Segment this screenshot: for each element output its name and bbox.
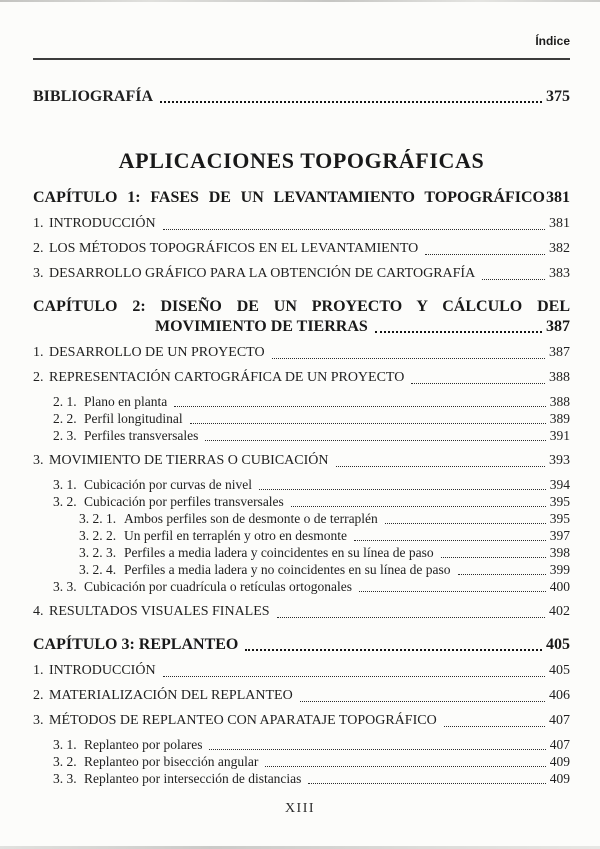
toc-item (33, 687, 570, 705)
toc-page-number: 381 (546, 189, 570, 206)
dot-leader (160, 101, 542, 103)
toc-entry-label: Perfil longitudinal (84, 411, 183, 426)
toc-sub (53, 427, 570, 444)
toc-entry-label: REPRESENTACIÓN CARTOGRÁFICA DE UN PROYECTO (49, 370, 405, 385)
toc-entry-label: MATERIALIZACIÓN DEL REPLANTEO (49, 688, 293, 703)
section-title (33, 148, 570, 174)
toc-entry-label: LOS MÉTODOS TOPOGRÁFICOS EN EL LEVANTAMIENTO (49, 241, 419, 256)
page-number-footer: XIII (284, 801, 316, 816)
toc-entry-number: 1. (33, 345, 44, 360)
toc-entry-number: 3. 1. (53, 477, 77, 492)
toc-subsub (79, 561, 570, 578)
table-of-contents (33, 87, 570, 787)
toc-page-number: 405 (546, 636, 570, 653)
toc-entry-number: 3. 2. (53, 494, 77, 509)
chapter-title-line1-text: CAPÍTULO 2: DISEÑO DE UN PROYECTO Y CÁLCULO DEL (33, 298, 570, 315)
dot-leader (359, 591, 546, 592)
toc-chapter-heading (33, 188, 570, 208)
toc-page-number: 409 (549, 771, 570, 786)
toc-entry-number: 3. 2. (53, 754, 77, 769)
dot-leader (259, 489, 546, 490)
toc-page-number: 407 (549, 737, 570, 752)
toc-page-number: 388 (549, 394, 570, 409)
toc-item (33, 265, 570, 283)
dot-leader (245, 649, 542, 651)
toc-entry-number: 2. 3. (53, 428, 77, 443)
toc-entry-number: 3. 3. (53, 579, 77, 594)
toc-sub (53, 770, 570, 787)
toc-entry-label: Un perfil en terraplén y otro en desmonte (124, 528, 348, 543)
toc-page-number: 387 (549, 345, 570, 360)
dot-leader (190, 423, 546, 424)
toc-entry-label: Plano en planta (84, 394, 168, 409)
toc-item (33, 662, 570, 680)
toc-page-number: 397 (549, 528, 570, 543)
dot-leader (385, 523, 546, 524)
toc-item (33, 240, 570, 258)
dot-leader (425, 254, 545, 255)
toc-bibliography-entry (33, 87, 570, 107)
toc-page-number: 389 (549, 411, 570, 426)
toc-page-number: 391 (549, 428, 570, 443)
toc-entry-number: 3. (33, 453, 44, 468)
toc-entry-number: 3. 2. 1. (79, 511, 117, 526)
toc-page-number: 402 (549, 604, 570, 619)
toc-entry-number: 2. (33, 241, 44, 256)
dot-leader (411, 383, 545, 384)
toc-entry-number: 3. (33, 713, 44, 728)
toc-entry-number: 3. 1. (53, 737, 77, 752)
dot-leader (277, 617, 545, 618)
dot-leader (354, 540, 546, 541)
toc-entry-label: RESULTADOS VISUALES FINALES (49, 604, 270, 619)
toc-entry-number: 2. 1. (53, 394, 77, 409)
toc-page-number: 400 (549, 579, 570, 594)
toc-page-number: 383 (549, 266, 570, 281)
toc-page-number: 399 (549, 562, 570, 577)
toc-item (33, 603, 570, 621)
toc-item (33, 712, 570, 730)
toc-entry-label: Cubicación por cuadrícula o retículas ortogonales (84, 579, 353, 594)
toc-entry-label: INTRODUCCIÓN (49, 216, 156, 231)
toc-sub (53, 753, 570, 770)
page-header (33, 0, 570, 48)
toc-page-number: 382 (549, 241, 570, 256)
chapter-title: CAPÍTULO 3: REPLANTEO (33, 636, 239, 653)
toc-sub (53, 476, 570, 493)
toc-entry-number: 2. (33, 370, 44, 385)
toc-sub (53, 736, 570, 753)
toc-entry-label: Perfiles transversales (84, 428, 199, 443)
toc-page-number: 395 (549, 511, 570, 526)
toc-item (33, 369, 570, 387)
page-footer (0, 800, 600, 817)
toc-item (33, 344, 570, 362)
dot-leader (336, 466, 546, 467)
toc-entry-label: Perfiles a media ladera y no coincidentes en su línea de paso (124, 562, 451, 577)
toc-sub (53, 410, 570, 427)
dot-leader (308, 783, 545, 784)
dot-leader (174, 406, 546, 407)
dot-leader (375, 331, 542, 333)
chapter-title-line1 (33, 297, 570, 317)
dot-leader (300, 701, 545, 702)
header-rule (33, 58, 570, 60)
chapter-title-line2 (155, 317, 570, 337)
toc-page-number: 409 (549, 754, 570, 769)
toc-entry-label: MÉTODOS DE REPLANTEO CON APARATAJE TOPOGRÁFICO (49, 713, 437, 728)
page-header-label: Índice (535, 34, 570, 48)
toc-page-number: 405 (549, 663, 570, 678)
dot-leader (163, 229, 545, 230)
toc-entry-number: 1. (33, 216, 44, 231)
toc-entry-number: 3. 2. 3. (79, 545, 117, 560)
toc-entry-number: 2. (33, 688, 44, 703)
dot-leader (458, 574, 546, 575)
toc-entry-label: Replanteo por polares (84, 737, 203, 752)
toc-page-number: 387 (546, 318, 570, 335)
toc-entry-label: DESARROLLO DE UN PROYECTO (49, 345, 265, 360)
toc-entry-label: DESARROLLO GRÁFICO PARA LA OBTENCIÓN DE CARTOGRAFÍA (49, 266, 476, 281)
dot-leader (205, 440, 545, 441)
dot-leader (272, 358, 545, 359)
toc-page-number: 398 (549, 545, 570, 560)
dot-leader (441, 557, 546, 558)
toc-page-number: 406 (549, 688, 570, 703)
toc-chapter-heading (33, 635, 570, 655)
chapter-title: CAPÍTULO 1: FASES DE UN LEVANTAMIENTO TOPOGRÁFICO (33, 189, 545, 206)
toc-entry-number: 3. 3. (53, 771, 77, 786)
toc-page-number: 395 (549, 494, 570, 509)
toc-chapter-heading (33, 297, 570, 337)
toc-page-number: 393 (549, 453, 570, 468)
toc-item (33, 452, 570, 470)
toc-entry-number: 4. (33, 604, 44, 619)
dot-leader (482, 279, 545, 280)
toc-item (33, 215, 570, 233)
toc-subsub (79, 510, 570, 527)
toc-entry-label: Ambos perfiles son de desmonte o de terraplén (124, 511, 378, 526)
toc-entry-number: 3. 2. 2. (79, 528, 117, 543)
dot-leader (163, 676, 545, 677)
dot-leader (444, 726, 545, 727)
toc-entry-label: Cubicación por curvas de nivel (84, 477, 252, 492)
dot-leader (265, 766, 545, 767)
toc-entry-label: BIBLIOGRAFÍA (33, 88, 154, 105)
toc-sub (53, 393, 570, 410)
toc-page-number: 394 (549, 477, 570, 492)
toc-subsub (79, 544, 570, 561)
toc-page-number: 407 (549, 713, 570, 728)
chapter-title-line2-text: MOVIMIENTO DE TIERRAS (155, 318, 368, 335)
section-title-text: APLICACIONES TOPOGRÁFICAS (118, 148, 485, 173)
dot-leader (209, 749, 545, 750)
toc-entry-label: MOVIMIENTO DE TIERRAS O CUBICACIÓN (49, 453, 329, 468)
toc-page-number: 388 (549, 370, 570, 385)
toc-entry-number: 3. (33, 266, 44, 281)
toc-entry-label: Replanteo por intersección de distancias (84, 771, 302, 786)
toc-sub (53, 578, 570, 595)
toc-entry-label: Replanteo por bisección angular (84, 754, 259, 769)
dot-leader (291, 506, 546, 507)
toc-entry-number: 2. 2. (53, 411, 77, 426)
toc-sub (53, 493, 570, 510)
toc-entry-label: Cubicación por perfiles transversales (84, 494, 284, 509)
toc-entry-number: 3. 2. 4. (79, 562, 117, 577)
toc-entry-label: INTRODUCCIÓN (49, 663, 156, 678)
toc-entry-number: 1. (33, 663, 44, 678)
toc-page-number: 375 (546, 88, 570, 105)
toc-page-number: 381 (549, 216, 570, 231)
toc-entry-label: Perfiles a media ladera y coincidentes en su línea de paso (124, 545, 434, 560)
toc-subsub (79, 527, 570, 544)
